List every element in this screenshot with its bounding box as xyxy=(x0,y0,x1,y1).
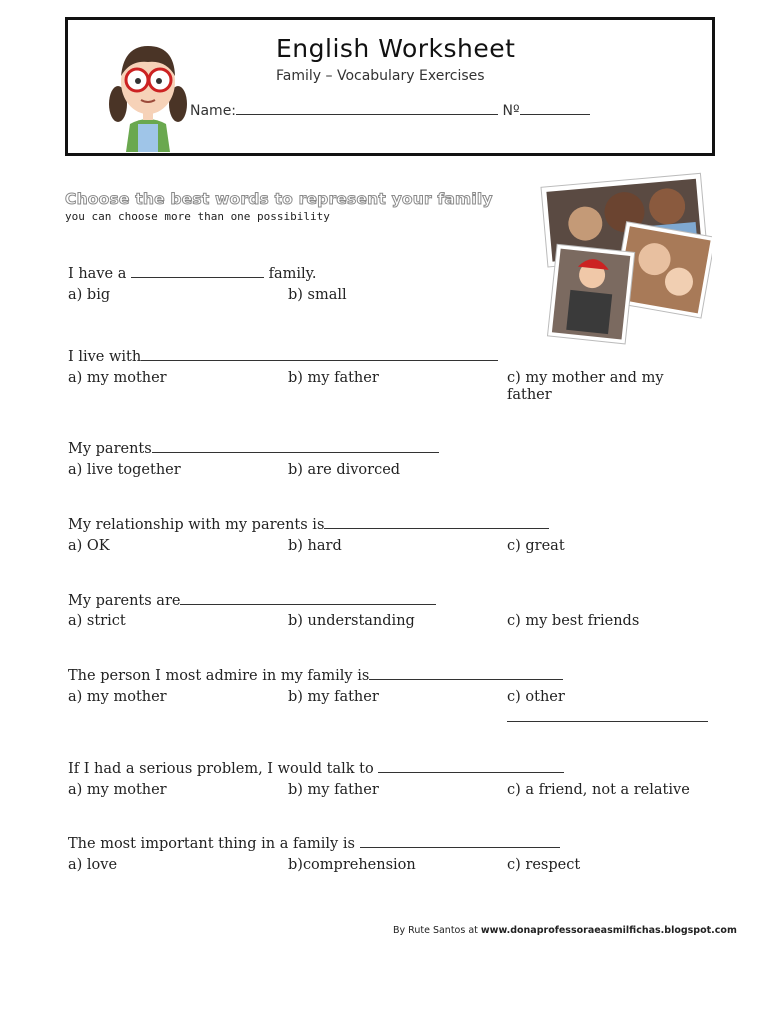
q1-option-a[interactable]: a) big xyxy=(68,287,111,303)
q6-option-b[interactable]: b) my father xyxy=(288,689,379,705)
name-number-line xyxy=(190,100,590,119)
q3-option-b[interactable]: b) are divorced xyxy=(288,462,401,478)
q7-option-a[interactable]: a) my mother xyxy=(68,782,167,798)
question-7: If I had a serious problem, I would talk to xyxy=(68,758,564,777)
q5-option-c[interactable]: c) my best friends xyxy=(507,613,640,629)
footer-link[interactable]: www.donaprofessoraeasmilfichas.blogspot.com xyxy=(480,925,737,936)
name-blank[interactable] xyxy=(236,100,498,115)
question-8: The most important thing in a family is xyxy=(68,833,560,852)
page-title: English Worksheet xyxy=(276,34,516,63)
q6-option-c[interactable]: c) other xyxy=(507,689,565,705)
answer-blank-3[interactable] xyxy=(152,438,439,453)
answer-blank-5[interactable] xyxy=(180,590,436,605)
question-4: My relationship with my parents is xyxy=(68,514,549,533)
family-photos-collage xyxy=(540,170,712,346)
question-1: I have a family. xyxy=(68,263,317,282)
question-3: My parents xyxy=(68,438,439,457)
question-5: My parents are xyxy=(68,590,436,609)
q8-option-a[interactable]: a) love xyxy=(68,857,118,873)
q1-option-b[interactable]: b) small xyxy=(288,287,347,303)
question-6: The person I most admire in my family is xyxy=(68,665,563,684)
q6-option-a[interactable]: a) my mother xyxy=(68,689,167,705)
q2-option-c[interactable]: c) my mother and my father xyxy=(507,370,664,403)
worksheet-header xyxy=(65,17,715,156)
q6-other-blank[interactable] xyxy=(507,707,708,722)
q4-option-c[interactable]: c) great xyxy=(507,538,565,554)
q5-option-b[interactable]: b) understanding xyxy=(288,613,415,629)
number-label: Nº xyxy=(502,103,520,119)
q8-option-c[interactable]: c) respect xyxy=(507,857,581,873)
q7-option-b[interactable]: b) my father xyxy=(288,782,379,798)
q4-option-b[interactable]: b) hard xyxy=(288,538,342,554)
page-subtitle: Family – Vocabulary Exercises xyxy=(276,68,485,84)
q3-option-a[interactable]: a) live together xyxy=(68,462,181,478)
q4-option-a[interactable]: a) OK xyxy=(68,538,110,554)
q2-option-b[interactable]: b) my father xyxy=(288,370,379,386)
cartoon-girl-illustration xyxy=(98,32,198,152)
answer-blank-8[interactable] xyxy=(360,833,560,848)
q2-option-a[interactable]: a) my mother xyxy=(68,370,167,386)
answer-blank-2[interactable] xyxy=(141,346,498,361)
q7-option-c[interactable]: c) a friend, not a relative xyxy=(507,782,690,798)
answer-blank-1[interactable] xyxy=(131,263,264,278)
q8-option-b[interactable]: b)comprehension xyxy=(288,857,416,873)
instructions-subtitle: you can choose more than one possibility xyxy=(65,210,330,223)
name-label: Name: xyxy=(190,103,237,119)
q5-option-a[interactable]: a) strict xyxy=(68,613,126,629)
number-blank[interactable] xyxy=(520,100,590,115)
footer-credit: By Rute Santos at www.donaprofessoraeasmilfichas.blogspot.com xyxy=(393,925,737,936)
instructions-title: Choose the best words to represent your family xyxy=(65,190,493,208)
answer-blank-7[interactable] xyxy=(378,758,564,773)
answer-blank-6[interactable] xyxy=(369,665,563,680)
question-2: I live with xyxy=(68,346,498,365)
answer-blank-4[interactable] xyxy=(324,514,549,529)
